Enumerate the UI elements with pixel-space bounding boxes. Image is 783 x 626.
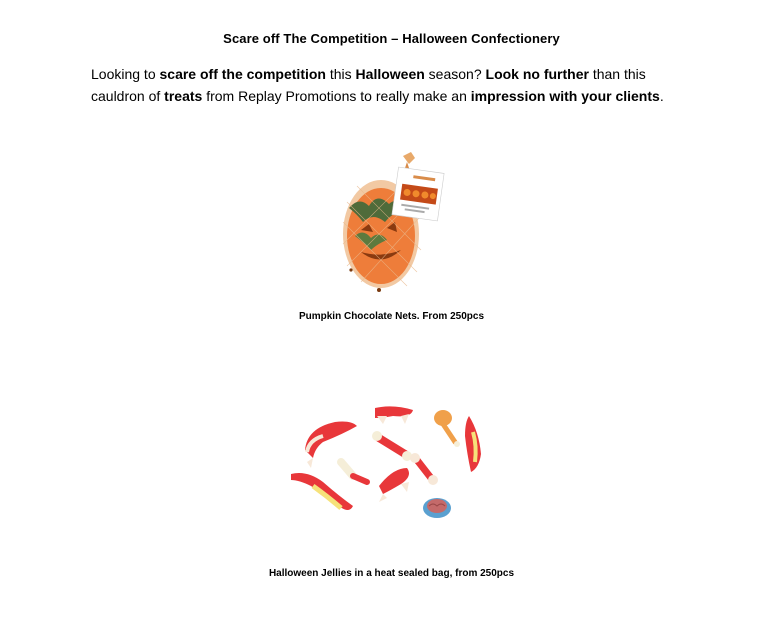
intro-text: this — [325, 66, 356, 82]
halloween-jellies-image — [283, 402, 495, 524]
intro-bold: impression with your clients — [470, 88, 660, 104]
intro-text: . — [659, 88, 664, 104]
intro-bold: Halloween — [355, 66, 425, 82]
product-caption-nets: Pumpkin Chocolate Nets. From 250pcs — [298, 311, 485, 322]
pumpkin-chocolate-net-image — [337, 152, 447, 294]
product-caption-jellies: Halloween Jellies in a heat sealed bag, from 250pcs — [268, 568, 515, 579]
intro-text: from Replay Promotions to really make an — [202, 88, 471, 104]
intro-text: season? — [424, 66, 486, 82]
intro-text: Looking to — [91, 66, 160, 82]
document-title: Scare off The Competition – Halloween Confectionery — [223, 31, 560, 46]
intro-bold: scare off the competition — [159, 66, 326, 82]
intro-bold: Look no further — [485, 66, 589, 82]
intro-text: than this cauldron of — [91, 66, 646, 104]
intro-bold: treats — [164, 88, 203, 104]
intro-paragraph — [91, 63, 701, 107]
